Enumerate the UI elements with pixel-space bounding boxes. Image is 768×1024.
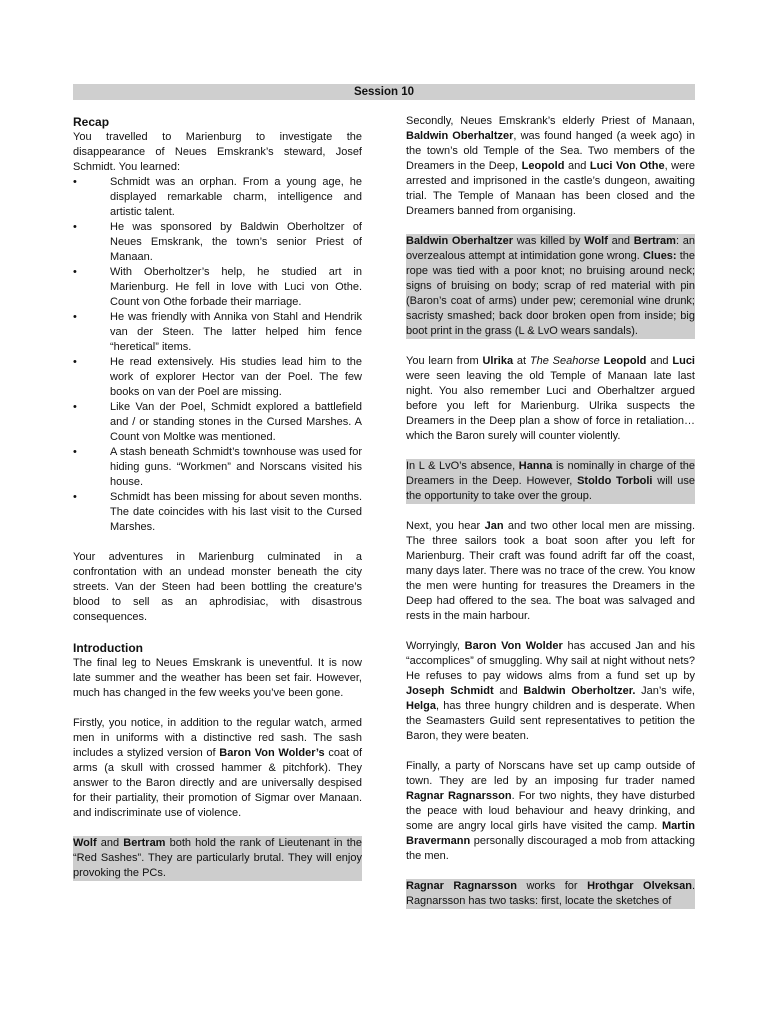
- gm-note-hanna: In L & LvO’s absence, Hanna is nominally in charge of the Dreamers in the Deep. However, Stoldo Torboli will use the opportunity to take over the group.: [406, 460, 695, 502]
- list-item: • Like Van der Poel, Schmidt explored a battlefield and / or standing stones in the Cursed Marshes. A Count von Moltke was mentioned.: [73, 400, 362, 445]
- jan-paragraph: Next, you hear Jan and two other local men are missing. The three sailors took a boat soon after you left for Marienburg. Their craft was found adrift far off the coast, many days later. There was no trace of the crew. You know the men were hunting for treasures the Dreamers in the Deep had offered to the sea. The boat was salvaged and rests in the main harbour.: [406, 520, 696, 622]
- list-item: • With Oberholtzer’s help, he studied art in Marienburg. He fell in love with Luci von Othe. Count von Othe forbade their marriage.: [73, 265, 362, 310]
- ulrika-paragraph: You learn from Ulrika at The Seahorse Leopold and Luci were seen leaving the old Temple of Manaan late last night. You also remember Luci and Oberhaltzer argued before you left for Marienburg. Ulrika suspects the Dreamers in the Deep plan a show of force in retaliation…which the Baron surely will counter violently.: [406, 355, 695, 442]
- session-title: Session 10: [73, 84, 695, 100]
- list-item: • He was friendly with Annika von Stahl and Hendrik van der Steen. The latter helped him fence “heretical” items.: [73, 310, 362, 355]
- list-item: • He was sponsored by Baldwin Oberholtzer of Neues Emskrank, the town’s senior Priest of Manaan.: [73, 220, 362, 265]
- intro-paragraph-1: The final leg to Neues Emskrank is uneventful. It is now late summer and the weather has been set fair. However, much has changed in the few weeks you’ve been gone.: [73, 657, 362, 699]
- wolf-name: Wolf: [73, 837, 97, 849]
- left-column: [73, 114, 362, 881]
- baron-name: Baron Von Wolder’s: [219, 747, 325, 759]
- introduction-heading: Introduction: [73, 641, 143, 655]
- oberhaltzer-paragraph: Secondly, Neues Emskrank’s elderly Priest of Manaan, Baldwin Oberhaltzer, was found hanged (a week ago) in the town’s old Temple of the Sea. Two members of the Dreamers in the Deep, Leopold and Luci Von Othe, were arrested and imprisoned in the castle’s dungeon, awaiting trial. The Temple of Manaan has been closed and the Dreamers banned from organising.: [406, 115, 696, 217]
- gm-note-murder-clues: Baldwin Oberhaltzer was killed by Wolf and Bertram: an overzealous attempt at intimidation gone wrong. Clues: the rope was tied with a poor knot; no bruising around neck; signs of bruising on body; scrap of red material with pin (Baron’s coat of arms) under pew; ceremonial wine drunk; sacristy smashed; back door broken open from inside; big boot print in the grass (L & LvO wears sandals).: [406, 235, 695, 337]
- gm-note-ragnarsson: Ragnar Ragnarsson works for Hrothgar Olveksan. Ragnarsson has two tasks: first, locate the sketches of: [406, 880, 696, 907]
- norscans-paragraph: Finally, a party of Norscans have set up camp outside of town. They are led by an imposing fur trader named Ragnar Ragnarsson. For two nights, they have disturbed the peace with loud behaviour and heavy drinking, and some are angry local girls have visited the camp. Martin Bravermann personally discouraged a mob from attacking the men.: [406, 760, 695, 862]
- recap-adventures-paragraph: Your adventures in Marienburg culminated in a confrontation with an undead monster beneath the city streets. Van der Steen had been bottling the creature’s blood to sell as an aphrodisiac, with disastrous consequences.: [73, 551, 362, 623]
- baron-accusation-paragraph: Worryingly, Baron Von Wolder has accused Jan and his “accomplices” of smuggling. Why sail at night without nets? He refuses to pay widows alms from a fund set up by Joseph Schmidt and Baldwin Oberholtzer. Jan’s wife, Helga, has three hungry children and is desperate. When the Seamasters Guild sent representatives to petition the Baron, they were beaten.: [406, 640, 695, 742]
- right-column: [406, 114, 695, 909]
- recap-list: [73, 175, 362, 535]
- list-item: • A stash beneath Schmidt’s townhouse was used for hiding guns. “Workmen” and Norscans visited his house.: [73, 445, 362, 490]
- gm-note-red-sashes: Wolf and Bertram both hold the rank of Lieutenant in the “Red Sashes”. They are particularly brutal. They will enjoy provoking the PCs.: [73, 837, 362, 879]
- recap-intro: You travelled to Marienburg to investigate the disappearance of Neues Emskrank’s steward, Josef Schmidt. You learned:: [73, 131, 362, 173]
- list-item: • Schmidt was an orphan. From a young age, he displayed remarkable charm, intelligence and artistic talent.: [73, 175, 362, 220]
- recap-heading: Recap: [73, 115, 110, 129]
- list-item: • Schmidt has been missing for about seven months. The date coincides with his last visit to the Cursed Marshes.: [73, 490, 362, 535]
- bertram-name: Bertram: [123, 837, 166, 849]
- intro-paragraph-2: Firstly, you notice, in addition to the regular watch, armed men in uniforms with a distinctive red sash. The sash includes a stylized version of Baron Von Wolder’s coat of arms (a skull with crossed hammer & pitchfork). They answer to the Baron directly and are universally despised for their partiality, their promotion of Sigmar over Manaan. and indiscriminate use of violence.: [73, 717, 363, 819]
- list-item: • He read extensively. His studies lead him to the work of explorer Hector van der Poel. The few books on van der Poel are missing.: [73, 355, 362, 400]
